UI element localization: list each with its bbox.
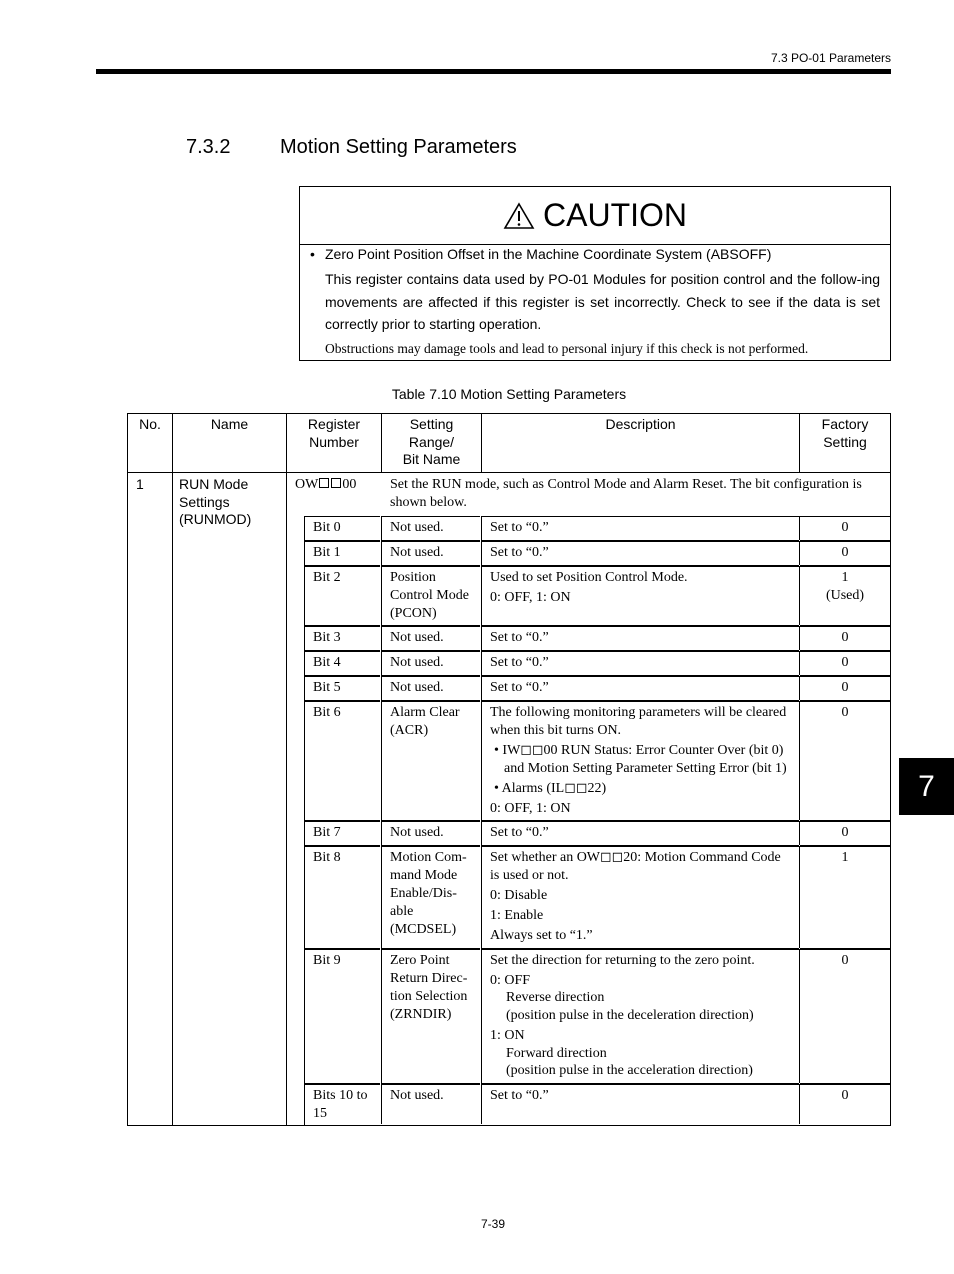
bit-name: Alarm Clear (ACR)	[390, 705, 460, 738]
chapter-tab: 7	[899, 758, 954, 815]
bit-name: Motion Com- mand Mode Enable/Dis- able (MCDSEL)	[390, 850, 467, 937]
bit-number: Bit 2	[313, 570, 341, 585]
bit-name: Not used.	[390, 825, 444, 840]
header-description: Description	[605, 416, 676, 432]
bit-description: Set to “0.”	[490, 520, 549, 535]
bit-name: Zero Point Return Direc- tion Selection (ZRNDIR)	[390, 953, 468, 1022]
bit-number: Bits 10 to 15	[313, 1088, 368, 1121]
page-number: 7-39	[480, 1217, 506, 1231]
header-setting-range: Setting Range/ Bit Name	[402, 416, 461, 467]
bit-description: Set to “0.”	[490, 545, 549, 560]
bit-name: Not used.	[390, 545, 444, 560]
header-name: Name	[210, 416, 249, 432]
register-description: Set the RUN mode, such as Control Mode and Alarm Reset. The bit configuration is shown below.	[390, 477, 862, 510]
bit-name: Not used.	[390, 680, 444, 695]
factory-setting: 1 (Used)	[825, 570, 865, 603]
register-number: OW 00	[295, 477, 357, 492]
factory-setting: 0	[841, 655, 849, 670]
factory-setting: 0	[841, 705, 849, 720]
bit-description: Set to “0.”	[490, 630, 549, 645]
bit-number: Bit 1	[313, 545, 341, 560]
factory-setting: 0	[841, 825, 849, 840]
placeholder-box-icon	[331, 478, 341, 488]
factory-setting: 0	[841, 680, 849, 695]
bit-description: Set to “0.”	[490, 680, 549, 695]
caution-heading: Zero Point Position Offset in the Machine Coordinate System (ABSOFF)	[325, 246, 772, 262]
header-rule	[96, 69, 891, 74]
bit-name: Not used.	[390, 655, 444, 670]
running-header: 7.3 PO-01 Parameters	[770, 51, 891, 65]
bit-name: Not used.	[390, 520, 444, 535]
bit-description: Set to “0.”	[490, 655, 549, 670]
bit-number: Bit 7	[313, 825, 341, 840]
entry-number: 1	[136, 476, 144, 492]
bit-name: Not used.	[390, 630, 444, 645]
factory-setting: 0	[841, 953, 849, 968]
factory-setting: 0	[841, 545, 849, 560]
bit-number: Bit 4	[313, 655, 341, 670]
bit-number: Bit 3	[313, 630, 341, 645]
header-register: Register Number	[307, 416, 361, 450]
factory-setting: 1	[841, 850, 849, 865]
bit-name: Position Control Mode (PCON)	[390, 570, 469, 621]
bit-number: Bit 5	[313, 680, 341, 695]
entry-name: RUN Mode Settings (RUNMOD)	[179, 476, 252, 527]
bit-description: Set to “0.”	[490, 1088, 549, 1103]
caution-header	[300, 187, 890, 245]
bit-description: Set to “0.”	[490, 825, 549, 840]
caution-box	[299, 186, 891, 361]
placeholder-box-icon	[319, 478, 329, 488]
caution-title: CAUTION	[543, 197, 687, 233]
header-factory-setting: Factory Setting	[821, 416, 869, 450]
bit-number: Bit 8	[313, 850, 341, 865]
factory-setting: 0	[841, 1088, 849, 1103]
table-caption: Table 7.10 Motion Setting Parameters	[391, 386, 627, 402]
section-number: 7.3.2	[186, 136, 231, 158]
warning-triangle-icon	[503, 202, 535, 230]
factory-setting: 0	[841, 630, 849, 645]
bit-number: Bit 0	[313, 520, 341, 535]
caution-body: This register contains data used by PO-01 Modules for position control and the follow-ing movements are affected if this register is set incorrectly. Check to see if the data is set correctly prior to starting operation.	[325, 271, 880, 332]
header-no: No.	[139, 416, 161, 432]
bit-name: Not used.	[390, 1088, 444, 1103]
factory-setting: 0	[841, 520, 849, 535]
bit-number: Bit 6	[313, 705, 341, 720]
section-title: Motion Setting Parameters	[280, 136, 517, 158]
bit-number: Bit 9	[313, 953, 341, 968]
caution-bullet: •	[310, 246, 315, 262]
caution-note: Obstructions may damage tools and lead to personal injury if this check is not performed.	[325, 341, 809, 356]
